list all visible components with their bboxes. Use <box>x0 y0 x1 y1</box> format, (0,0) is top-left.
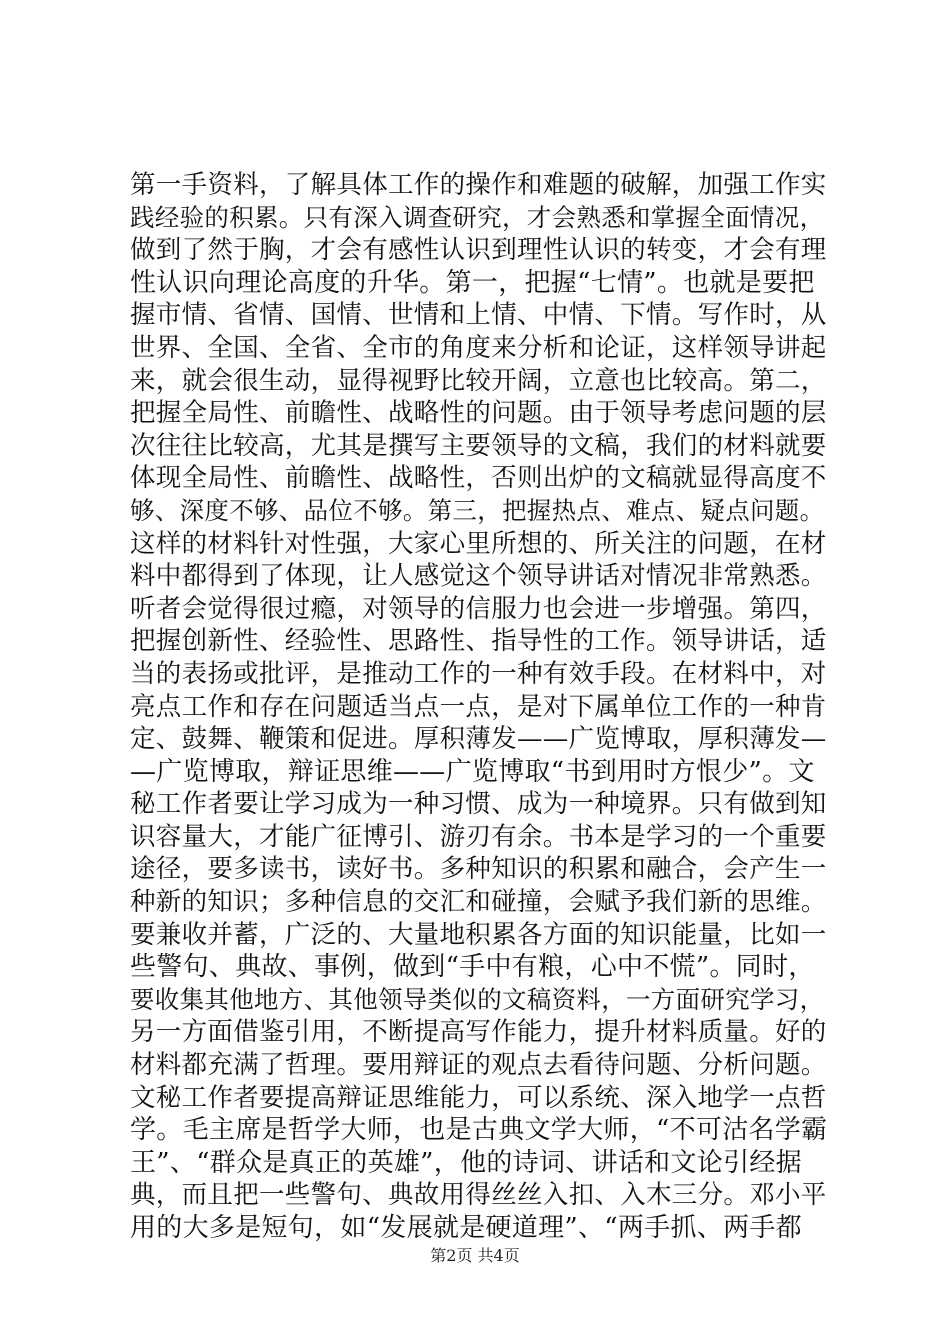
text-line: 王”、“群众是真正的英雄”，他的诗词、讲话和文论引经据 <box>130 1147 802 1178</box>
text-line: 把握创新性、经验性、思路性、指导性的工作。领导讲话，适 <box>130 626 827 657</box>
text-line: 握市情、省情、国情、世情和上情、中情、下情。写作时，从 <box>130 300 827 331</box>
text-line: 亮点工作和存在问题适当点一点，是对下属单位工作的一种肯 <box>130 691 827 722</box>
text-line: 定、鼓舞、鞭策和促进。厚积薄发——广览博取，厚积薄发— <box>130 724 827 755</box>
text-line: 途径，要多读书，读好书。多种知识的积累和融合，会产生一 <box>130 854 827 885</box>
text-line: 要兼收并蓄，广泛的、大量地积累各方面的知识能量，比如一 <box>130 919 827 950</box>
text-line: 体现全局性、前瞻性、战略性，否则出炉的文稿就显得高度不 <box>130 463 827 494</box>
text-line: 材料都充满了哲理。要用辩证的观点去看待问题、分析问题。 <box>130 1050 827 1081</box>
text-line: 世界、全国、全省、全市的角度来分析和论证，这样领导讲起 <box>130 332 827 363</box>
text-line: 秘工作者要让学习成为一种习惯、成为一种境界。只有做到知 <box>130 789 827 820</box>
text-line: 学。毛主席是哲学大师，也是古典文学大师，“不可沽名学霸 <box>130 1115 828 1146</box>
text-line: 把握全局性、前瞻性、战略性的问题。由于领导考虑问题的层 <box>130 398 827 429</box>
text-line: 些警句、典故、事例，做到“手中有粮，心中不慌”。同时， <box>130 952 815 983</box>
text-line: 典，而且把一些警句、典故用得丝丝入扣、入木三分。邓小平 <box>130 1180 827 1211</box>
text-line: —广览博取，辩证思维——广览博取“书到用时方恨少”。文 <box>130 756 815 787</box>
text-line: 这样的材料针对性强，大家心里所想的、所关注的问题，在材 <box>130 528 827 559</box>
body-text <box>130 169 830 1245</box>
text-line: 够、深度不够、品位不够。第三，把握热点、难点、疑点问题。 <box>130 495 825 525</box>
text-line: 做到了然于胸，才会有感性认识到理性认识的转变，才会有理 <box>130 235 827 266</box>
text-line: 识容量大，才能广征博引、游刃有余。书本是学习的一个重要 <box>130 821 827 852</box>
text-line: 用的大多是短句，如“发展就是硬道理”、“两手抓、两手都 <box>130 1213 802 1243</box>
text-line: 来，就会很生动，显得视野比较开阔，立意也比较高。第二， <box>130 365 827 396</box>
text-line: 文秘工作者要提高辩证思维能力，可以系统、深入地学一点哲 <box>130 1082 827 1113</box>
text-line: 听者会觉得很过瘾，对领导的信服力也会进一步增强。第四， <box>130 593 827 624</box>
text-line: 次往往比较高，尤其是撰写主要领导的文稿，我们的材料就要 <box>130 430 827 461</box>
text-line: 料中都得到了体现，让人感觉这个领导讲话对情况非常熟悉。 <box>130 561 827 592</box>
text-line: 性认识向理论高度的升华。第一，把握“七情”。也就是要把 <box>130 267 815 298</box>
page-footer: 第2页 共4页 <box>430 1246 520 1265</box>
text-line: 要收集其他地方、其他领导类似的文稿资料，一方面研究学习， <box>130 984 825 1014</box>
text-line: 第一手资料，了解具体工作的操作和难题的破解，加强工作实 <box>130 170 827 200</box>
text-line: 践经验的积累。只有深入调查研究，才会熟悉和掌握全面情况， <box>130 202 825 232</box>
text-line: 当的表扬或批评，是推动工作的一种有效手段。在材料中，对 <box>130 658 827 689</box>
text-line: 另一方面借鉴引用，不断提高写作能力，提升材料质量。好的 <box>130 1017 827 1048</box>
text-line: 种新的知识；多种信息的交汇和碰撞，会赋予我们新的思维。 <box>130 887 827 918</box>
